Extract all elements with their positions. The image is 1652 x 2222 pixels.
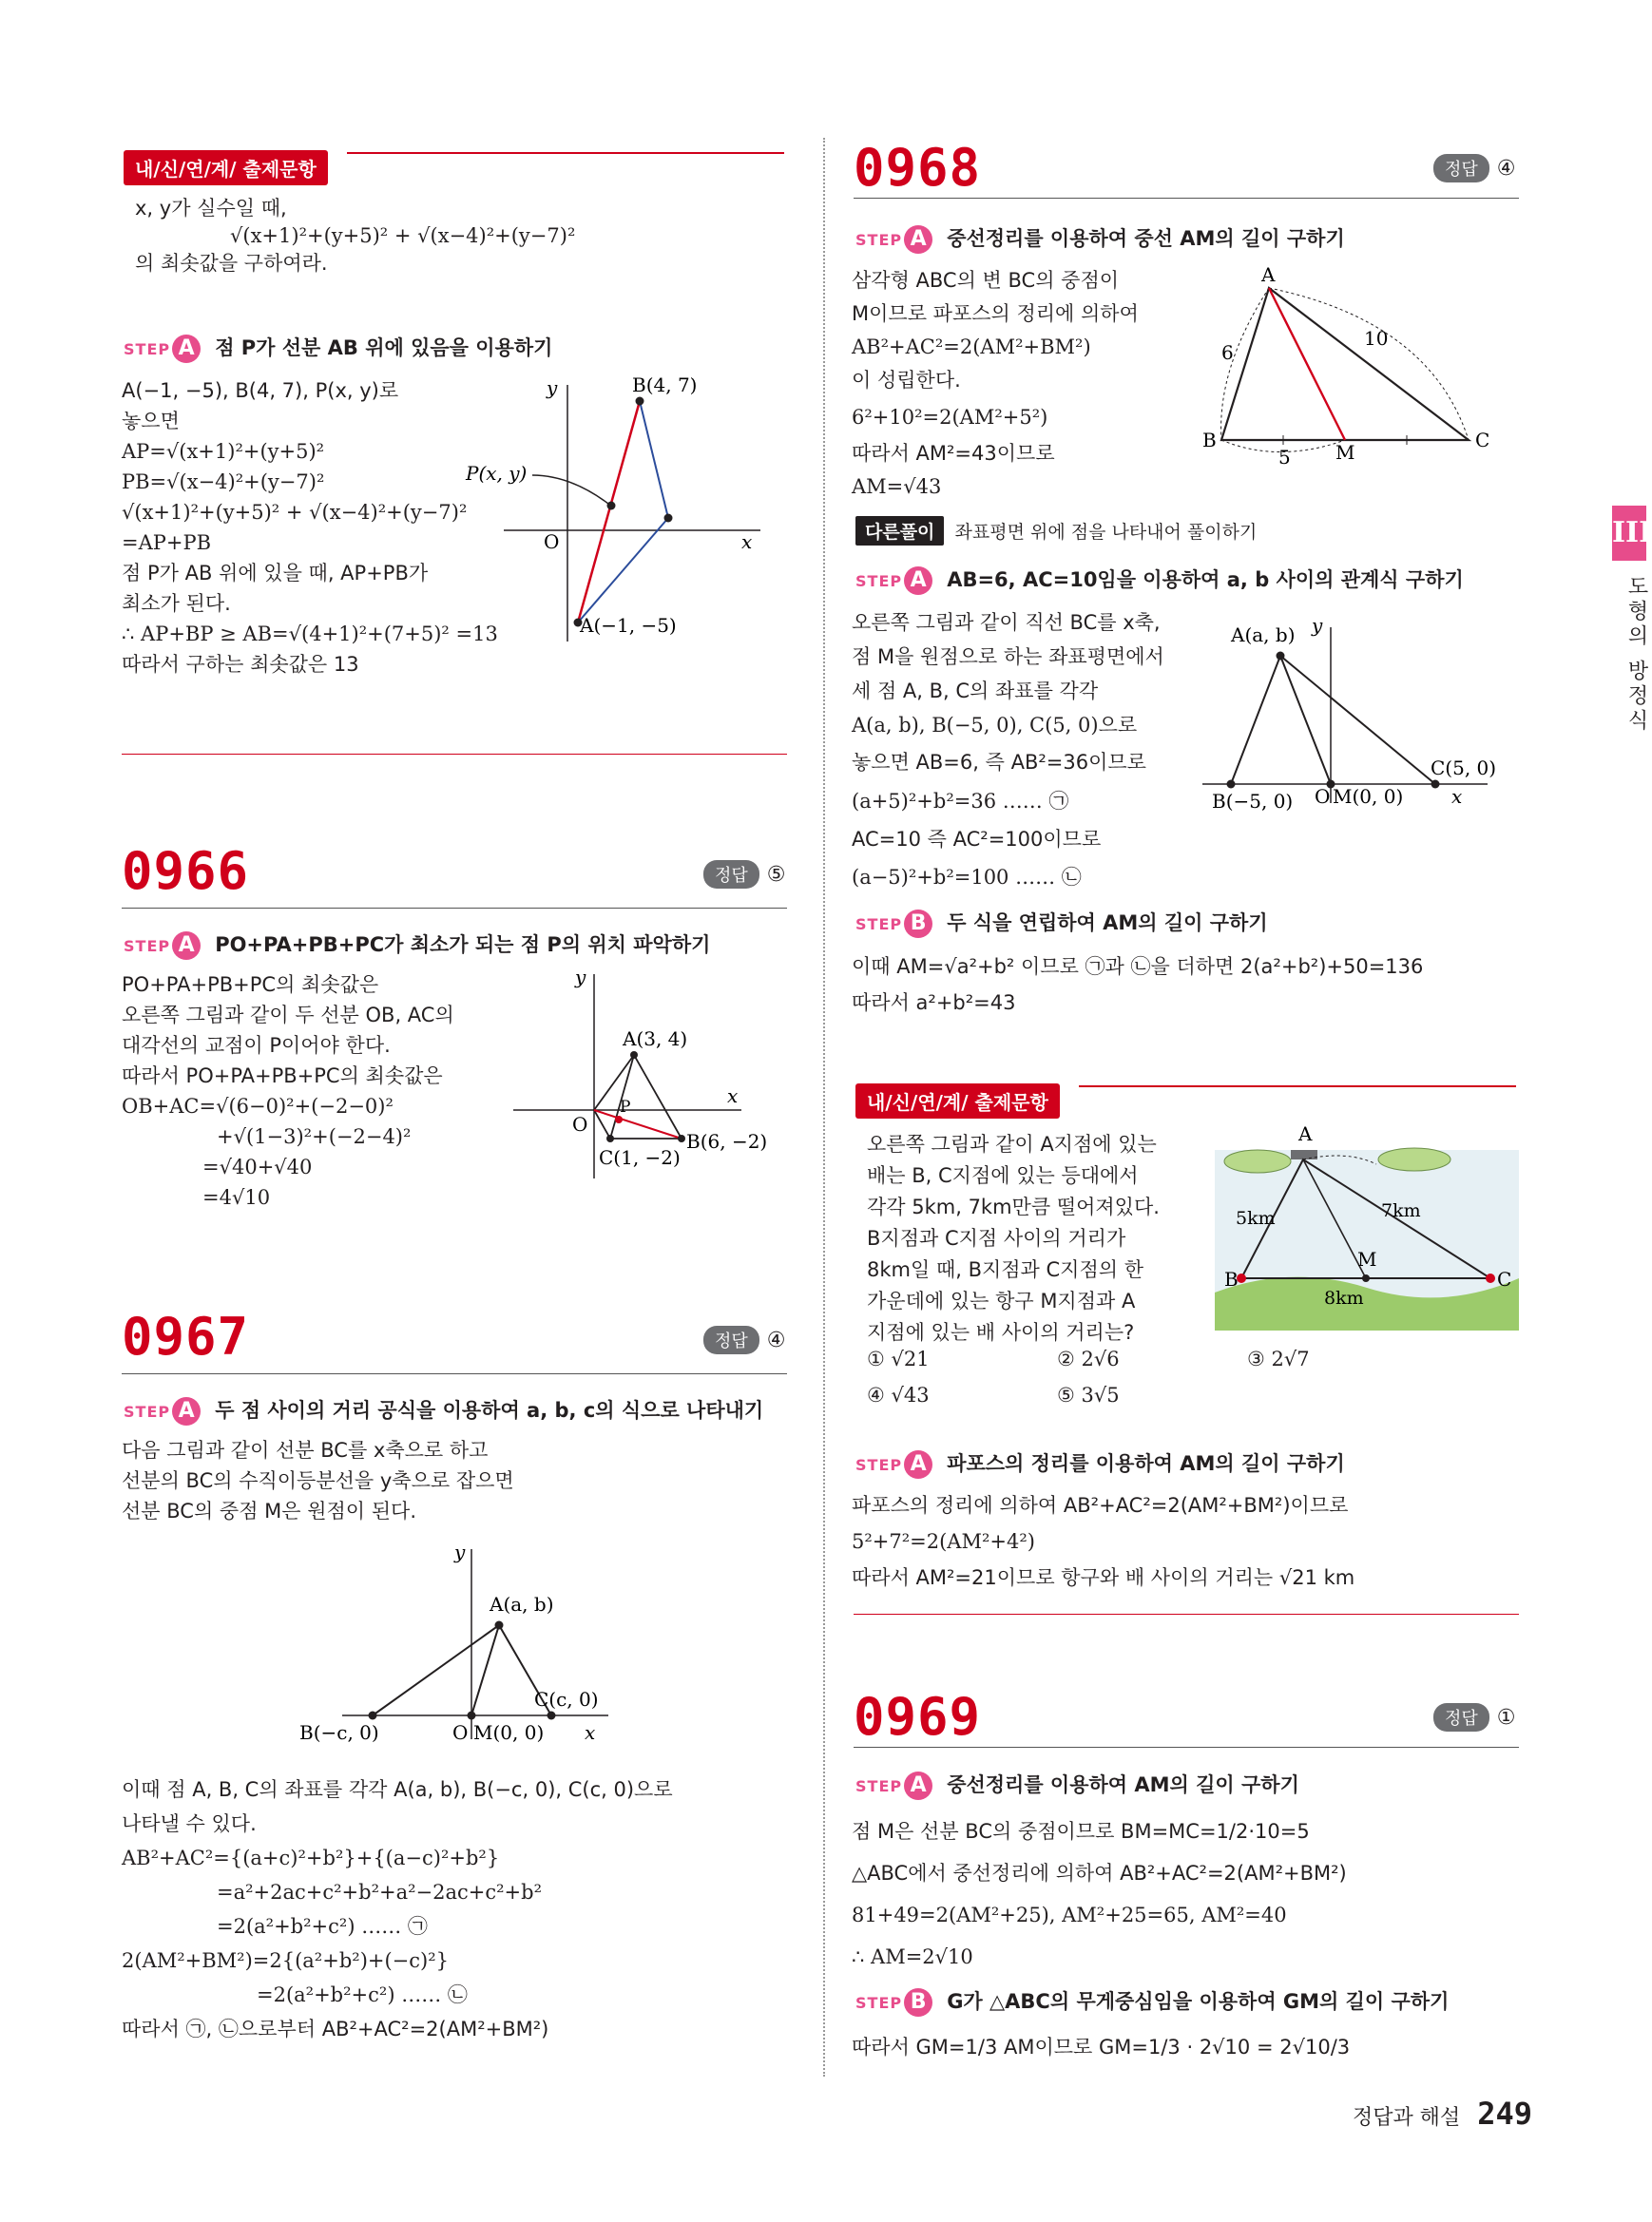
step-label: STEP [855, 231, 903, 249]
solution-line: (a+5)²+b²=36 …… ㉠ [852, 790, 1069, 813]
q968-step-b-solution [852, 948, 1423, 1021]
label-b: B [1224, 1268, 1239, 1291]
label-a: A [1298, 1122, 1313, 1145]
triangle [1221, 288, 1469, 440]
solution-line: 오른쪽 그림과 같이 두 선분 OB, AC의 [122, 1004, 454, 1026]
step-title: PO+PA+PB+PC가 최소가 되는 점 P의 위치 파악하기 [215, 933, 711, 956]
tag-part: 내 [135, 158, 154, 181]
solution-line: 최소가 된다. [122, 592, 231, 615]
step-badge: A [172, 335, 201, 363]
island-left [1224, 1150, 1291, 1173]
solution-line: 따라서 구하는 최솟값은 13 [122, 653, 359, 676]
label-b: B(4, 7) [632, 374, 698, 396]
label-ab: 5km [1236, 1208, 1276, 1229]
choice[interactable]: ④ √43 [867, 1384, 930, 1407]
right-problem-step-a [855, 1448, 1345, 1479]
solution-line: 2(AM²+BM²)=2{(a²+b²)+(−c)²} [122, 1949, 449, 1972]
solution-line: AB²+AC²=2(AM²+BM²) [852, 335, 1091, 358]
footer-label: 정답과 해설 [1352, 2106, 1461, 2130]
problem-line: 오른쪽 그림과 같이 A지점에 있는 [867, 1133, 1157, 1156]
label-y: y [1312, 614, 1323, 637]
label-a: A(a, b) [1231, 623, 1296, 646]
solution-line: AC=10 즉 AC²=100이므로 [852, 828, 1102, 851]
problem-line: B지점과 C지점 사이의 거리가 [867, 1227, 1126, 1250]
problem-tag-right [855, 1083, 1060, 1119]
tag-part: 연 [185, 158, 204, 181]
q966-solution [122, 969, 454, 1213]
red-rule [347, 152, 784, 154]
answer-tag: 정답 [1433, 154, 1489, 182]
point-b [678, 1135, 685, 1142]
q969-step-b-solution [852, 2026, 1350, 2068]
label-c: C(5, 0) [1431, 757, 1497, 779]
solution-line: △ABC에서 중선정리에 의하여 AB²+AC²=2(AM²+BM²) [852, 1862, 1347, 1885]
label-ab: 6 [1221, 341, 1234, 364]
point-a [630, 1051, 638, 1059]
solution-line: 오른쪽 그림과 같이 직선 BC를 x축, [852, 611, 1161, 634]
solution-line: 6²+10²=2(AM²+5²) [852, 406, 1048, 429]
q969-answer [1433, 1703, 1516, 1732]
label-y: y [547, 376, 558, 399]
solution-line: AB²+AC²={(a+c)²+b²}+{(a−c)²+b²} [122, 1847, 500, 1869]
left-problem [135, 195, 575, 278]
label-o: O [544, 530, 560, 553]
solution-line: 이때 AM=√a²+b² 이므로 ㉠과 ㉡을 더하면 2(a²+b²)+50=136 [852, 955, 1424, 978]
tag-label: 출제문항 [242, 158, 317, 181]
step-badge: A [172, 1397, 201, 1426]
step-label: STEP [855, 1994, 903, 2012]
q965-step-a [124, 333, 552, 363]
question-number: 0969 [854, 1687, 982, 1747]
intro-line: 선분 BC의 중점 M은 원점이 된다. [122, 1500, 417, 1523]
q968-solution [852, 264, 1139, 504]
problem-line: 배는 B, C지점에 있는 등대에서 [867, 1164, 1139, 1187]
port-m [1362, 1274, 1370, 1282]
question-number: 0966 [122, 841, 250, 901]
median-am [1269, 288, 1345, 440]
ship-figure [1215, 1121, 1519, 1331]
step-badge: A [904, 1450, 932, 1479]
solution-line: 점 M을 원점으로 하는 좌표평면에서 [852, 645, 1164, 668]
solution-line: PO+PA+PB+PC의 최솟값은 [122, 973, 379, 996]
label-m: M(0, 0) [1333, 785, 1404, 808]
step-badge: A [904, 566, 932, 595]
solution-line: M이므로 파포스의 정리에 의하여 [852, 302, 1139, 325]
solution-line: =2(a²+b²+c²) …… ㉡ [257, 1983, 468, 2006]
chapter-tab[interactable] [1612, 506, 1652, 561]
step-label: STEP [855, 915, 903, 933]
question-number: 0967 [122, 1307, 250, 1367]
q965-solution [122, 375, 498, 680]
tag-part: 계 [942, 1091, 962, 1114]
solution-line: ∴ AP+BP ≥ AB=√(4+1)²+(7+5)² =13 [122, 623, 498, 645]
step-title: 중선정리를 이용하여 AM의 길이 구하기 [947, 1773, 1299, 1796]
q969-step-a-solution [852, 1810, 1347, 1978]
rule [122, 908, 787, 909]
solution-line: 파포스의 정리에 의하여 AB²+AC²=2(AM²+BM²)이므로 [852, 1494, 1349, 1517]
step-title: AB=6, AC=10임을 이용하여 a, b 사이의 관계식 구하기 [947, 568, 1464, 591]
right-problem [867, 1129, 1160, 1349]
step-title: 두 식을 연립하여 AM의 길이 구하기 [947, 911, 1268, 934]
alt-desc: 좌표평면 위에 점을 나타내어 풀이하기 [954, 522, 1258, 543]
solution-line: 이 성립한다. [852, 369, 961, 392]
island-right [1378, 1148, 1450, 1171]
answer-value: ① [1496, 1705, 1516, 1730]
solution-line: 놓으면 [122, 410, 180, 432]
answer-tag: 정답 [1433, 1703, 1489, 1732]
label-o: O [452, 1721, 469, 1744]
q967-header [122, 1307, 249, 1367]
solution-line: 81+49=2(AM²+25), AM²+25=65, AM²=40 [852, 1904, 1287, 1926]
q966-figure [504, 960, 789, 1188]
q965-figure [456, 371, 770, 646]
tag-part: 연 [917, 1091, 936, 1114]
q969-step-a [855, 1770, 1299, 1800]
choice[interactable]: ② 2√6 [1057, 1348, 1120, 1370]
solution-line: 놓으면 AB=6, 즉 AB²=36이므로 [852, 751, 1146, 774]
tag-part: 계 [210, 158, 230, 181]
label-b: B(−5, 0) [1212, 790, 1294, 813]
label-m: M [1357, 1248, 1377, 1271]
solution-line: 대각선의 교점이 P이어야 한다. [122, 1034, 391, 1057]
median [471, 1625, 499, 1715]
solution-line: 따라서 AM²=43이므로 [852, 442, 1055, 465]
label-b: B [1202, 429, 1217, 451]
tag-part: 신 [892, 1091, 911, 1114]
solution-line: =2(a²+b²+c²) …… ㉠ [217, 1915, 428, 1938]
segment-ap-pb [578, 401, 640, 623]
problem-tag-box: 내/신/연/계/ 출제문항 [855, 1083, 1060, 1119]
step-label: STEP [124, 937, 171, 955]
alt-tag: 다른풀이 [855, 516, 944, 546]
chapter-title: 도형의 방정식 [1624, 575, 1648, 734]
solution-line: AM=√43 [852, 475, 942, 498]
label-x: x [1451, 785, 1463, 808]
q969-step-b [855, 1986, 1449, 2017]
solution-line: PB=√(x−4)²+(y−7)² [122, 470, 325, 493]
step-title: 중선정리를 이용하여 중선 AM의 길이 구하기 [947, 227, 1345, 250]
ship-icon [1291, 1150, 1317, 1159]
q967-answer [703, 1326, 786, 1354]
red-rule [122, 754, 787, 755]
label-o: O [572, 1113, 588, 1136]
solution-line: 세 점 A, B, C의 좌표를 각각 [852, 680, 1099, 702]
rule [122, 1373, 787, 1374]
answer-value: ④ [766, 1328, 786, 1352]
pointer-arrow [532, 475, 608, 504]
q968-header [854, 138, 981, 198]
solution-line: A(a, b), B(−5, 0), C(5, 0)으로 [852, 714, 1138, 737]
q968-alt-step-a [855, 565, 1464, 595]
choice[interactable]: ⑤ 3√5 [1057, 1384, 1120, 1407]
label-p: P [620, 1098, 631, 1117]
label-y: y [454, 1541, 466, 1563]
step-badge: A [904, 225, 932, 254]
step-title: 점 P가 선분 AB 위에 있음을 이용하기 [215, 336, 553, 359]
point-p [607, 502, 616, 510]
chapter-roman: III [1612, 516, 1652, 549]
intro-line: 선분의 BC의 수직이등분선을 y축으로 잡으면 [122, 1469, 514, 1492]
diag-ac [610, 1055, 634, 1139]
label-x: x [727, 1084, 739, 1107]
label-ac: 7km [1381, 1200, 1421, 1221]
lighthouse-c [1486, 1274, 1495, 1283]
point-a [1277, 652, 1285, 661]
point-b [1227, 780, 1236, 789]
label-a: A [1261, 263, 1276, 286]
solution-line: 5²+7²=2(AM²+4²) [852, 1530, 1035, 1553]
solution-line: OB+AC=√(6−0)²+(−2−0)² [122, 1095, 394, 1118]
label-bc: 8km [1324, 1288, 1364, 1309]
q966-step-a [124, 929, 710, 960]
problem-line: x, y가 실수일 때, [135, 197, 287, 220]
segment-b [640, 401, 668, 518]
solution-line: 따라서 AM²=21이므로 항구와 배 사이의 거리는 √21 km [852, 1566, 1355, 1589]
label-p: P(x, y) [466, 462, 528, 485]
label-bm: 5 [1278, 446, 1291, 469]
tag-part: 신 [160, 158, 179, 181]
answer-tag: 정답 [703, 1326, 759, 1354]
solution-line: ∴ AM=2√10 [852, 1945, 973, 1968]
red-rule [854, 1614, 1519, 1615]
median [1280, 656, 1331, 784]
step-label: STEP [124, 1403, 171, 1421]
label-c: C(c, 0) [534, 1688, 599, 1711]
label-ac: 10 [1364, 327, 1389, 350]
problem-line: 8km일 때, B지점과 C지점의 한 [867, 1258, 1143, 1281]
solution-line: AP=√(x+1)²+(y+5)² [122, 440, 325, 463]
q966-header [122, 841, 249, 901]
label-m: M(0, 0) [473, 1721, 545, 1744]
answer-tag: 정답 [703, 860, 759, 889]
label-o: O [1315, 785, 1331, 808]
label-b: B(6, −2) [686, 1130, 768, 1153]
q968-figure [1193, 264, 1516, 473]
label-x: x [741, 530, 753, 553]
problem-tag-left [124, 150, 328, 185]
point-b [636, 397, 644, 406]
label-m: M [1335, 441, 1355, 464]
label-y: y [575, 966, 586, 988]
solution-line: √(x+1)²+(y+5)² + √(x−4)²+(y−7)² [122, 501, 468, 524]
point-q [664, 514, 673, 523]
label-c: C [1497, 1268, 1512, 1291]
q968-alt-solution [852, 605, 1164, 896]
solution-line: A(−1, −5), B(4, 7), P(x, y)로 [122, 379, 399, 402]
step-label: STEP [124, 340, 171, 358]
page-footer [1353, 2096, 1532, 2132]
solution-line: 따라서 GM=1/3 AM이므로 GM=1/3 · 2√10 = 2√10/3 [852, 2036, 1351, 2059]
label-x: x [585, 1721, 596, 1744]
label-c: C(1, −2) [599, 1146, 681, 1169]
solution-line: =√40+√40 [202, 1156, 313, 1178]
column-divider [823, 138, 825, 2077]
label-b: B(−c, 0) [299, 1721, 379, 1744]
point-m [468, 1712, 476, 1720]
solution-line: +√(1−3)²+(−2−4)² [217, 1125, 412, 1148]
problem-line: 가운데에 있는 항구 M지점과 A [867, 1290, 1136, 1312]
solution-line: 나타낼 수 있다. [122, 1812, 257, 1835]
red-rule [1079, 1085, 1516, 1087]
q967-solution [122, 1772, 673, 2046]
label-a: A(−1, −5) [580, 614, 677, 637]
step-label: STEP [855, 1456, 903, 1474]
step-title: G가 △ABC의 무게중심임을 이용하여 GM의 길이 구하기 [947, 1990, 1450, 2013]
solution-line: (a−5)²+b²=100 …… ㉡ [852, 866, 1082, 889]
step-badge: A [172, 931, 201, 960]
alt-solution-header [855, 516, 1257, 546]
q968-answer [1433, 154, 1516, 182]
answer-value: ⑤ [766, 862, 786, 887]
solution-line: 따라서 ㉠, ㉡으로부터 AB²+AC²=2(AM²+BM²) [122, 2018, 549, 2040]
solution-line: =4√10 [202, 1186, 271, 1209]
q968-step-b [855, 908, 1268, 938]
solution-line: =AP+PB [122, 531, 212, 554]
quad [594, 1055, 682, 1139]
solution-line: 점 M은 선분 BC의 중점이므로 BM=MC=1/2·10=5 [852, 1820, 1310, 1843]
problem-line: 의 최솟값을 구하여라. [135, 252, 328, 275]
label-a: A(a, b) [490, 1593, 554, 1616]
solution-line: =a²+2ac+c²+b²+a²−2ac+c²+b² [217, 1881, 543, 1904]
triangle [373, 1625, 551, 1715]
right-problem-solution [852, 1487, 1354, 1596]
step-badge: B [904, 1988, 932, 2017]
page-number: 249 [1477, 2096, 1532, 2132]
point-a [495, 1621, 504, 1630]
step-title: 두 점 사이의 거리 공식을 이용하여 a, b, c의 식으로 나타내기 [215, 1399, 764, 1422]
label-c: C [1475, 429, 1490, 451]
solution-line: 따라서 a²+b²=43 [852, 991, 1016, 1014]
rule [854, 198, 1519, 199]
point-c [606, 1135, 614, 1142]
triangle [1231, 656, 1435, 784]
choice[interactable]: ③ 2√7 [1247, 1348, 1310, 1370]
problem-line: 지점에 있는 배 사이의 거리는? [867, 1321, 1135, 1344]
label-a: A(3, 4) [623, 1027, 688, 1050]
step-badge: B [904, 910, 932, 938]
step-label: STEP [855, 1777, 903, 1795]
tag-label: 출제문항 [974, 1091, 1048, 1114]
q969-header [854, 1687, 981, 1747]
step-title: 파포스의 정리를 이용하여 AM의 길이 구하기 [947, 1452, 1345, 1475]
q966-answer [703, 860, 786, 889]
q967-figure [285, 1535, 637, 1749]
q967-step-a [124, 1395, 763, 1426]
intro-line: 다음 그림과 같이 선분 BC를 x축으로 하고 [122, 1439, 489, 1462]
choice[interactable]: ① √21 [867, 1348, 930, 1370]
point-c [1431, 780, 1440, 789]
point-p [615, 1116, 623, 1123]
question-number: 0968 [854, 138, 982, 198]
problem-line: √(x+1)²+(y+5)² + √(x−4)²+(y−7)² [230, 224, 576, 247]
point-c [547, 1712, 556, 1720]
step-label: STEP [855, 572, 903, 590]
solution-line: 점 P가 AB 위에 있을 때, AP+PB가 [122, 562, 429, 584]
solution-line: 삼각형 ABC의 변 BC의 중점이 [852, 269, 1120, 292]
step-badge: A [904, 1772, 932, 1800]
problem-line: 각각 5km, 7km만큼 떨어져있다. [867, 1196, 1160, 1218]
q967-intro [122, 1435, 514, 1526]
solution-line: 따라서 PO+PA+PB+PC의 최솟값은 [122, 1064, 443, 1087]
point-b [369, 1712, 377, 1720]
tag-part: 내 [867, 1091, 886, 1114]
q968-alt-figure [1202, 608, 1516, 817]
problem-tag-box: 내/신/연/계/ 출제문항 [124, 150, 328, 185]
q968-step-a [855, 223, 1345, 254]
solution-line: 이때 점 A, B, C의 좌표를 각각 A(a, b), B(−c, 0), C(c, 0)으로 [122, 1778, 673, 1801]
rule [854, 1747, 1519, 1748]
answer-value: ④ [1496, 156, 1516, 181]
